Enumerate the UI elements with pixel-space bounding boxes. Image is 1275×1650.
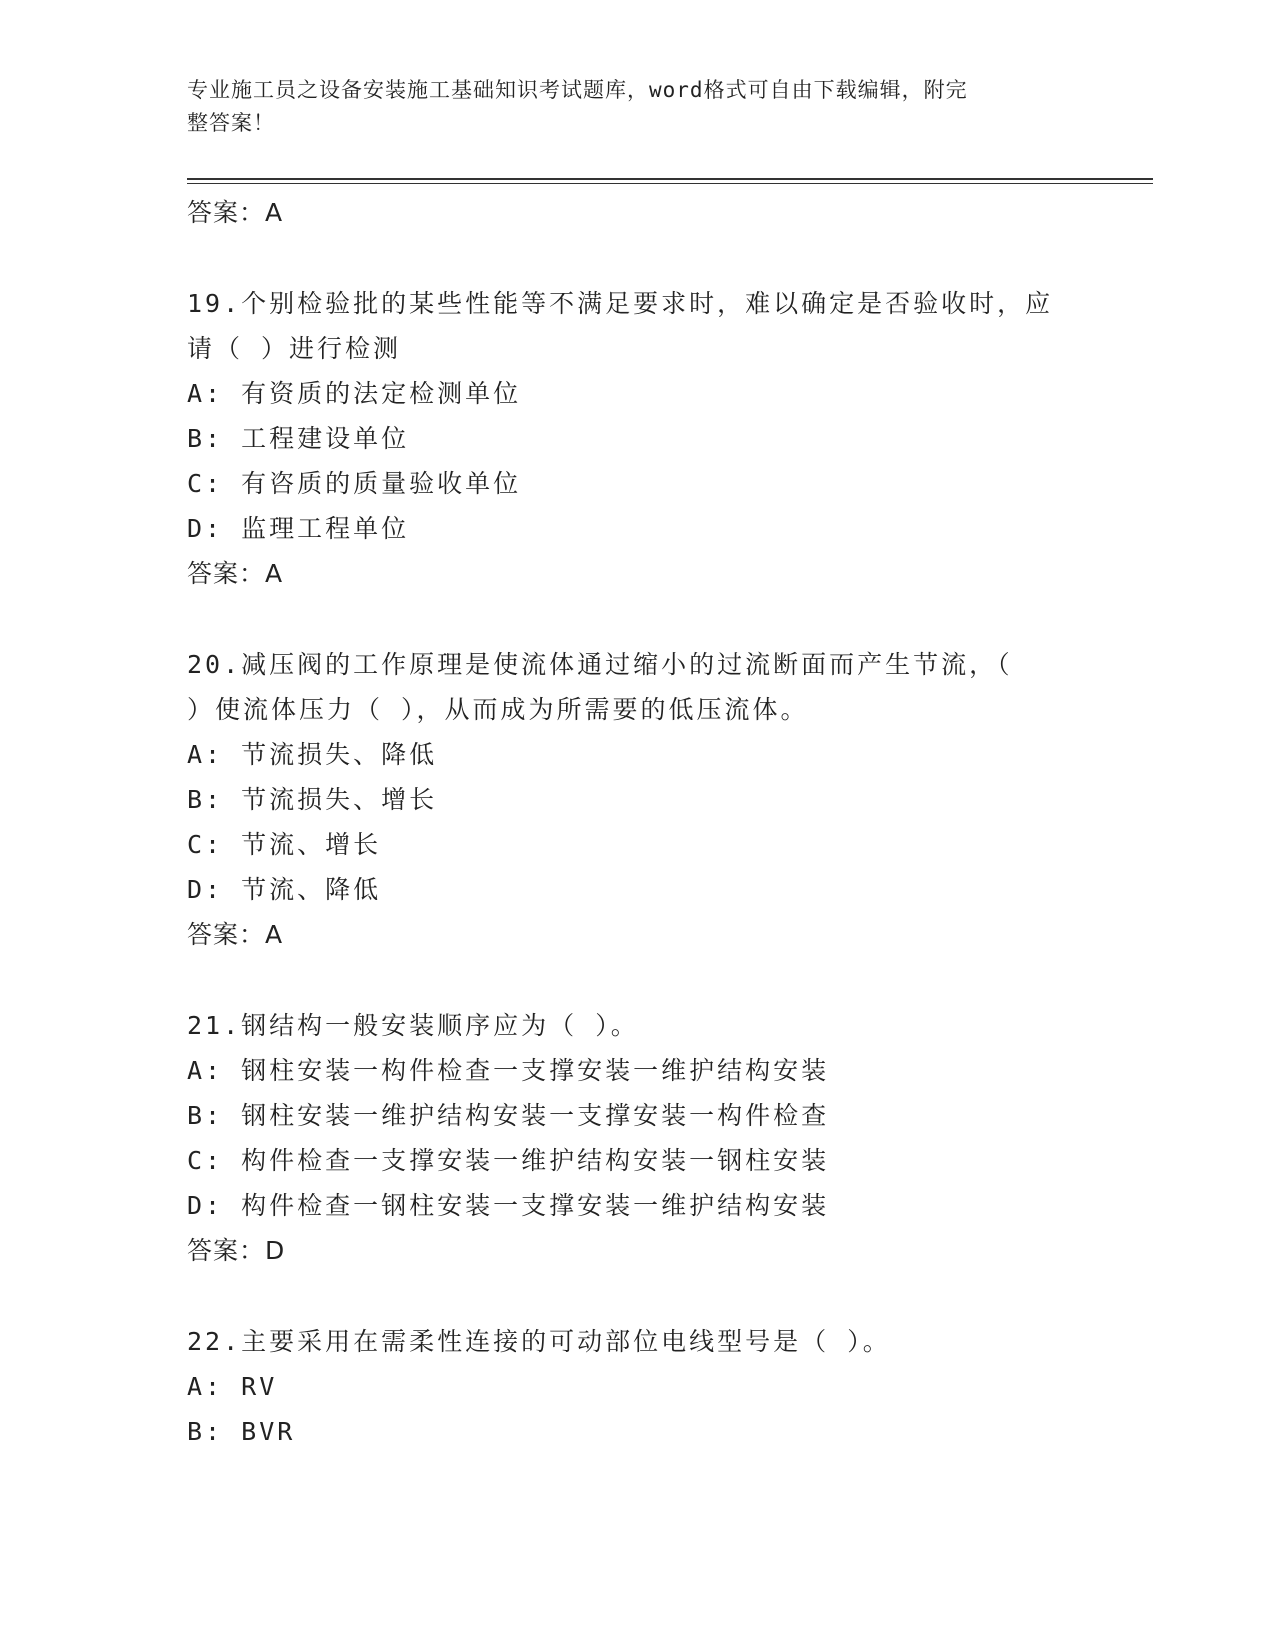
question-20 bbox=[187, 642, 1087, 957]
answer-label: 答案：A bbox=[187, 559, 284, 588]
header-rule-thin bbox=[187, 183, 1153, 184]
option-c: C: 节流、增长 bbox=[187, 830, 382, 859]
option-d: D: 节流、降低 bbox=[187, 875, 382, 904]
document-header bbox=[187, 74, 1067, 140]
header-line-1: 专业施工员之设备安装施工基础知识考试题库，word格式可自由下载编辑，附完 bbox=[187, 78, 968, 102]
option-b: B: 工程建设单位 bbox=[187, 424, 410, 453]
question-19 bbox=[187, 281, 1087, 596]
option-a: A: RV bbox=[187, 1372, 278, 1401]
answer-label: 答案：A bbox=[187, 198, 284, 227]
option-a: A: 有资质的法定检测单位 bbox=[187, 379, 522, 408]
option-b: B: 钢柱安装一维护结构安装一支撑安装一构件检查 bbox=[187, 1101, 830, 1130]
header-line-2: 整答案！ bbox=[187, 111, 275, 135]
option-a: A: 钢柱安装一构件检查一支撑安装一维护结构安装 bbox=[187, 1056, 830, 1085]
question-stem: ）使流体压力（ ），从而成为所需要的低压流体。 bbox=[187, 695, 809, 724]
question-stem: 22.主要采用在需柔性连接的可动部位电线型号是（ ）。 bbox=[187, 1327, 891, 1356]
option-c: C: 有咨质的质量验收单位 bbox=[187, 469, 522, 498]
option-b: B: BVR bbox=[187, 1417, 296, 1446]
header-rule-thick bbox=[187, 178, 1153, 180]
option-b: B: 节流损失、增长 bbox=[187, 785, 438, 814]
question-21 bbox=[187, 1003, 1087, 1273]
question-list bbox=[187, 190, 1087, 1454]
option-d: D: 监理工程单位 bbox=[187, 514, 410, 543]
question-22 bbox=[187, 1319, 1087, 1454]
option-d: D: 构件检查一钢柱安装一支撑安装一维护结构安装 bbox=[187, 1191, 830, 1220]
option-c: C: 构件检查一支撑安装一维护结构安装一钢柱安装 bbox=[187, 1146, 830, 1175]
question-stem: 21.钢结构一般安装顺序应为（ ）。 bbox=[187, 1011, 639, 1040]
answer-label: 答案：D bbox=[187, 1236, 286, 1265]
question-stem: 19.个别检验批的某些性能等不满足要求时，难以确定是否验收时，应 bbox=[187, 289, 1054, 318]
option-a: A: 节流损失、降低 bbox=[187, 740, 438, 769]
answer-label: 答案：A bbox=[187, 920, 284, 949]
question-stem: 20.减压阀的工作原理是使流体通过缩小的过流断面而产生节流，（ bbox=[187, 650, 1013, 679]
question-stem: 请（ ）进行检测 bbox=[187, 334, 402, 363]
